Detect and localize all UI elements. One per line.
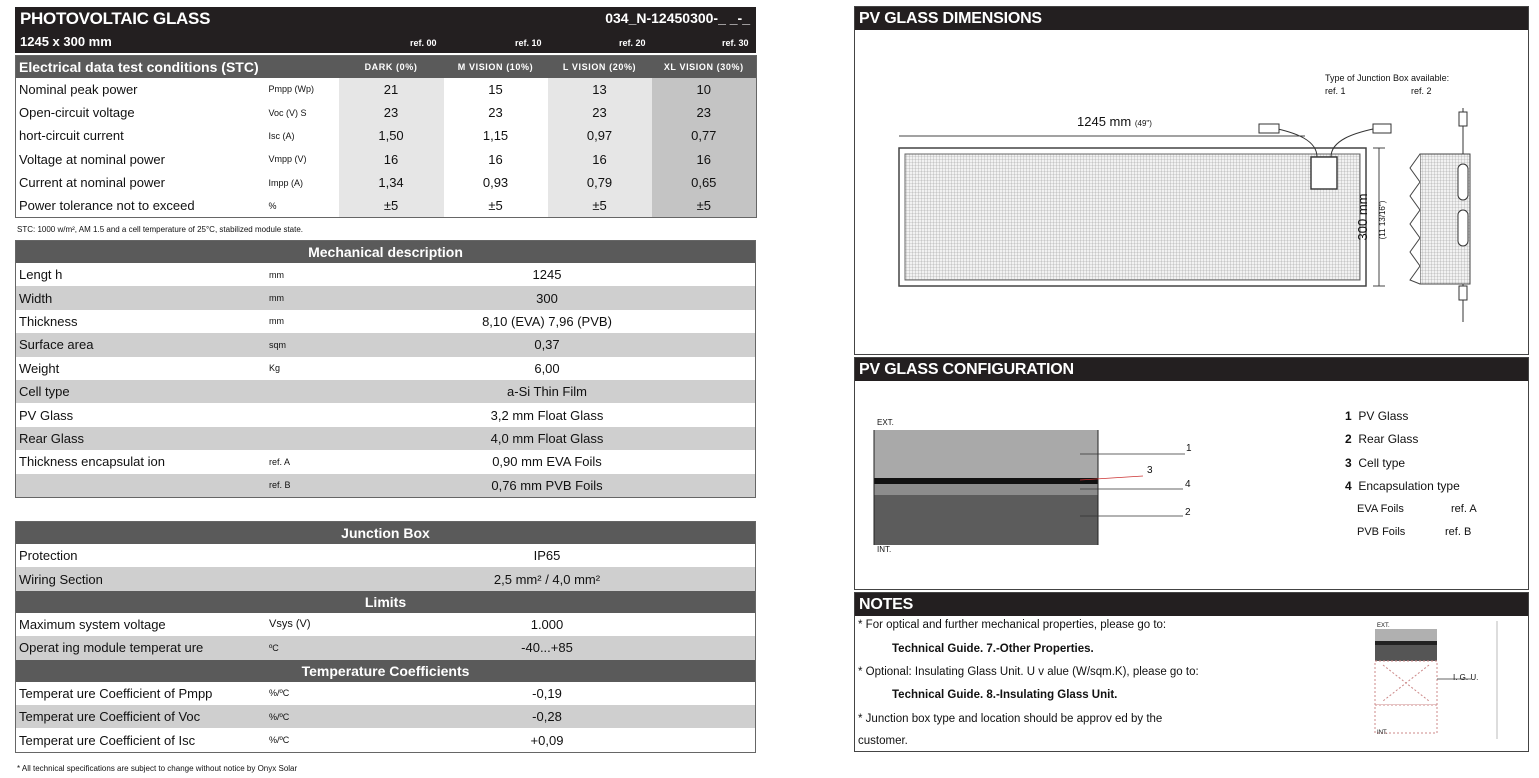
cell: 23 bbox=[339, 101, 444, 124]
row-label: Power tolerance not to exceed bbox=[19, 198, 195, 214]
row-unit: ref. A bbox=[266, 450, 339, 473]
electrical-title: Electrical data test conditions (STC) bbox=[16, 56, 339, 78]
row-unit: mm bbox=[266, 263, 339, 286]
igu-ext-label: EXT. bbox=[1377, 623, 1390, 629]
cell: 23 bbox=[444, 101, 548, 124]
junction-ref2: ref. 2 bbox=[1411, 86, 1432, 96]
table-row bbox=[16, 194, 757, 217]
junction-box-label: Type of Junction Box available: bbox=[1325, 73, 1450, 83]
callout-2: 2 bbox=[1185, 507, 1191, 518]
product-title: PHOTOVOLTAIC GLASS bbox=[20, 9, 211, 28]
product-header bbox=[15, 7, 756, 53]
foil-eva: EVA Foils bbox=[1357, 503, 1404, 515]
cell: 10 bbox=[652, 78, 757, 101]
configuration-panel bbox=[854, 357, 1529, 590]
row-value: 0,37 bbox=[339, 333, 755, 356]
temperature-title: Temperature Coefficients bbox=[16, 660, 755, 682]
igu-label: I. G. U. bbox=[1453, 673, 1479, 682]
cell: 1,50 bbox=[339, 124, 444, 147]
row-value: 4,0 mm Float Glass bbox=[339, 427, 755, 450]
electrical-table bbox=[15, 55, 757, 218]
limits-table bbox=[16, 613, 755, 660]
row-value: 0,90 mm EVA Foils bbox=[339, 450, 755, 473]
row-unit: Pmpp (Wp) bbox=[268, 84, 315, 95]
note-1-link: Technical Guide. 7.-Other Properties. bbox=[892, 643, 1094, 655]
row-label: Temperat ure Coefficient of Isc bbox=[16, 728, 266, 751]
row-unit: % bbox=[268, 200, 277, 211]
row-label: Weight bbox=[16, 357, 266, 380]
row-label: Voltage at nominal power bbox=[19, 151, 165, 167]
table-row bbox=[16, 450, 755, 473]
cell: 23 bbox=[652, 101, 757, 124]
row-label: Nominal peak power bbox=[19, 81, 138, 97]
mechanical-section bbox=[15, 240, 756, 498]
product-size: 1245 x 300 mm bbox=[20, 34, 112, 49]
table-row bbox=[16, 124, 757, 147]
row-unit bbox=[266, 403, 339, 426]
junction-table bbox=[16, 544, 755, 591]
row-label: hort-circuit current bbox=[19, 128, 124, 144]
table-row bbox=[16, 171, 757, 194]
cell: 0,65 bbox=[652, 171, 757, 194]
table-row bbox=[16, 728, 755, 751]
note-3: * Junction box type and location should be approv ed by the bbox=[858, 713, 1163, 725]
footer-note: * All technical specifications are subject to change without notice by Onyx Solar bbox=[17, 764, 298, 773]
row-value: -0,19 bbox=[339, 682, 755, 705]
cell: 1,34 bbox=[339, 171, 444, 194]
legend-text: Encapsulation type bbox=[1358, 479, 1460, 493]
row-value: 0,76 mm PVB Foils bbox=[339, 474, 755, 497]
cell: 0,93 bbox=[444, 171, 548, 194]
row-value: 2,5 mm² / 4,0 mm² bbox=[339, 567, 755, 590]
int-label: INT. bbox=[877, 545, 892, 554]
row-value: +0,09 bbox=[339, 728, 755, 751]
product-code: 034_N-12450300-_ _-_ bbox=[605, 10, 750, 26]
height-dimension: 300 mm bbox=[1355, 193, 1370, 241]
cell: ±5 bbox=[339, 194, 444, 217]
row-unit: %/ºC bbox=[266, 705, 339, 728]
table-row bbox=[16, 544, 755, 567]
row-unit: mm bbox=[266, 310, 339, 333]
cell: ±5 bbox=[548, 194, 652, 217]
row-unit: Impp (A) bbox=[268, 177, 304, 188]
junction-limits-section bbox=[15, 521, 756, 753]
callout-1: 1 bbox=[1186, 443, 1192, 454]
table-row bbox=[16, 705, 755, 728]
row-value: 1.000 bbox=[339, 613, 755, 636]
cell: 23 bbox=[548, 101, 652, 124]
foil-pvb-ref: ref. B bbox=[1445, 526, 1472, 538]
stc-note: STC: 1000 w/m², AM 1.5 and a cell temperature of 25°C, stabilized module state. bbox=[17, 225, 304, 234]
row-value: 3,2 mm Float Glass bbox=[339, 403, 755, 426]
legend-item bbox=[1345, 479, 1460, 493]
row-unit bbox=[266, 380, 339, 403]
cell: 0,77 bbox=[652, 124, 757, 147]
configuration-drawing bbox=[855, 381, 1215, 591]
table-row bbox=[16, 78, 757, 101]
mechanical-table bbox=[16, 263, 755, 497]
table-row bbox=[16, 357, 755, 380]
table-row bbox=[16, 474, 755, 497]
table-row bbox=[16, 380, 755, 403]
dimensions-panel bbox=[854, 6, 1529, 355]
row-unit bbox=[266, 567, 339, 590]
cell: 16 bbox=[444, 148, 548, 171]
legend-num: 3 bbox=[1345, 456, 1352, 470]
cell: 21 bbox=[339, 78, 444, 101]
row-unit: Voc (V) S bbox=[268, 107, 307, 118]
table-row bbox=[16, 333, 755, 356]
ext-label: EXT. bbox=[877, 418, 894, 427]
row-label: Thickness bbox=[16, 310, 266, 333]
callout-4: 4 bbox=[1185, 479, 1191, 490]
row-unit: mm bbox=[266, 286, 339, 309]
table-row bbox=[16, 682, 755, 705]
row-unit: Kg bbox=[266, 357, 339, 380]
row-label: Operat ing module temperat ure bbox=[16, 636, 266, 659]
row-label: Rear Glass bbox=[16, 427, 266, 450]
ref-10: ref. 10 bbox=[515, 38, 542, 48]
row-label: Open-circuit voltage bbox=[19, 105, 135, 121]
legend-item bbox=[1345, 456, 1405, 470]
limits-title: Limits bbox=[16, 591, 755, 613]
col-xl-vision: XL VISION (30%) bbox=[652, 56, 757, 78]
row-unit: %/ºC bbox=[266, 682, 339, 705]
cell: ±5 bbox=[652, 194, 757, 217]
cell: 15 bbox=[444, 78, 548, 101]
row-label: Temperat ure Coefficient of Voc bbox=[16, 705, 266, 728]
table-row bbox=[16, 263, 755, 286]
row-value: 6,00 bbox=[339, 357, 755, 380]
row-label: Wiring Section bbox=[16, 567, 266, 590]
legend-num: 2 bbox=[1345, 432, 1352, 446]
legend-text: PV Glass bbox=[1358, 409, 1409, 423]
length-dimension bbox=[1077, 114, 1152, 129]
temperature-table bbox=[16, 682, 755, 752]
foil-eva-ref: ref. A bbox=[1451, 503, 1477, 515]
row-value: 8,10 (EVA) 7,96 (PVB) bbox=[339, 310, 755, 333]
row-label: Maximum system voltage bbox=[16, 613, 266, 636]
igu-int-label: INT. bbox=[1377, 730, 1388, 736]
row-label: Protection bbox=[16, 544, 266, 567]
row-label: Temperat ure Coefficient of Pmpp bbox=[16, 682, 266, 705]
cell: 13 bbox=[548, 78, 652, 101]
table-row bbox=[16, 286, 755, 309]
col-m-vision: M VISION (10%) bbox=[444, 56, 548, 78]
cell: ±5 bbox=[444, 194, 548, 217]
cell: 16 bbox=[339, 148, 444, 171]
table-row bbox=[16, 567, 755, 590]
junction-title: Junction Box bbox=[16, 522, 755, 544]
row-unit: Vmpp (V) bbox=[268, 154, 307, 165]
legend-num: 4 bbox=[1345, 479, 1352, 493]
note-3-cont: customer. bbox=[858, 735, 908, 747]
configuration-title: PV GLASS CONFIGURATION bbox=[855, 358, 1528, 381]
mechanical-title: Mechanical description bbox=[16, 241, 755, 263]
length-value: 1245 mm bbox=[1077, 114, 1132, 129]
row-label: Width bbox=[16, 286, 266, 309]
row-unit: ºC bbox=[266, 636, 339, 659]
ref-30: ref. 30 bbox=[722, 38, 749, 48]
row-label: Lengt h bbox=[16, 263, 266, 286]
ref-20: ref. 20 bbox=[619, 38, 646, 48]
junction-ref1: ref. 1 bbox=[1325, 86, 1346, 96]
legend-text: Cell type bbox=[1358, 456, 1406, 470]
length-value-in: (49") bbox=[1134, 119, 1152, 128]
row-label: Cell type bbox=[16, 380, 266, 403]
row-unit: Isc (A) bbox=[268, 130, 295, 141]
ref-00: ref. 00 bbox=[410, 38, 437, 48]
table-row bbox=[16, 636, 755, 659]
table-row bbox=[16, 101, 757, 124]
dimensions-title: PV GLASS DIMENSIONS bbox=[855, 7, 1528, 30]
note-2-link: Technical Guide. 8.-Insulating Glass Unit. bbox=[892, 689, 1118, 701]
table-row bbox=[16, 310, 755, 333]
foil-pvb: PVB Foils bbox=[1357, 526, 1406, 538]
legend-num: 1 bbox=[1345, 409, 1352, 423]
igu-drawing bbox=[1373, 621, 1501, 741]
cell: 16 bbox=[652, 148, 757, 171]
cell: 0,79 bbox=[548, 171, 652, 194]
legend-text: Rear Glass bbox=[1358, 432, 1419, 446]
col-dark: DARK (0%) bbox=[339, 56, 444, 78]
row-value: a-Si Thin Film bbox=[339, 380, 755, 403]
table-row bbox=[16, 613, 755, 636]
height-dimension-in: (11 13/16") bbox=[1378, 200, 1387, 240]
row-unit bbox=[266, 544, 339, 567]
note-1: * For optical and further mechanical properties, please go to: bbox=[858, 619, 1167, 631]
table-row bbox=[16, 427, 755, 450]
row-label: Surface area bbox=[16, 333, 266, 356]
row-unit: ref. B bbox=[266, 474, 339, 497]
row-unit: sqm bbox=[266, 333, 339, 356]
legend-item bbox=[1345, 409, 1408, 423]
cell: 1,15 bbox=[444, 124, 548, 147]
col-l-vision: L VISION (20%) bbox=[548, 56, 652, 78]
cell: 16 bbox=[548, 148, 652, 171]
notes-panel bbox=[854, 592, 1529, 752]
legend-item bbox=[1345, 432, 1418, 446]
row-value: 1245 bbox=[339, 263, 755, 286]
row-unit: Vsys (V) bbox=[266, 613, 339, 636]
callout-3: 3 bbox=[1147, 465, 1153, 476]
cell: 0,97 bbox=[548, 124, 652, 147]
row-label: Current at nominal power bbox=[19, 175, 165, 191]
table-row bbox=[16, 403, 755, 426]
row-value: IP65 bbox=[339, 544, 755, 567]
note-2: * Optional: Insulating Glass Unit. U v alue (W/sqm.K), please go to: bbox=[858, 666, 1199, 678]
row-unit: %/ºC bbox=[266, 728, 339, 751]
row-label bbox=[16, 474, 266, 497]
row-unit bbox=[266, 427, 339, 450]
row-label: Thickness encapsulat ion bbox=[16, 450, 266, 473]
row-label: PV Glass bbox=[16, 403, 266, 426]
notes-title: NOTES bbox=[855, 593, 1528, 616]
table-row bbox=[16, 148, 757, 171]
row-value: 300 bbox=[339, 286, 755, 309]
row-value: -40...+85 bbox=[339, 636, 755, 659]
row-value: -0,28 bbox=[339, 705, 755, 728]
